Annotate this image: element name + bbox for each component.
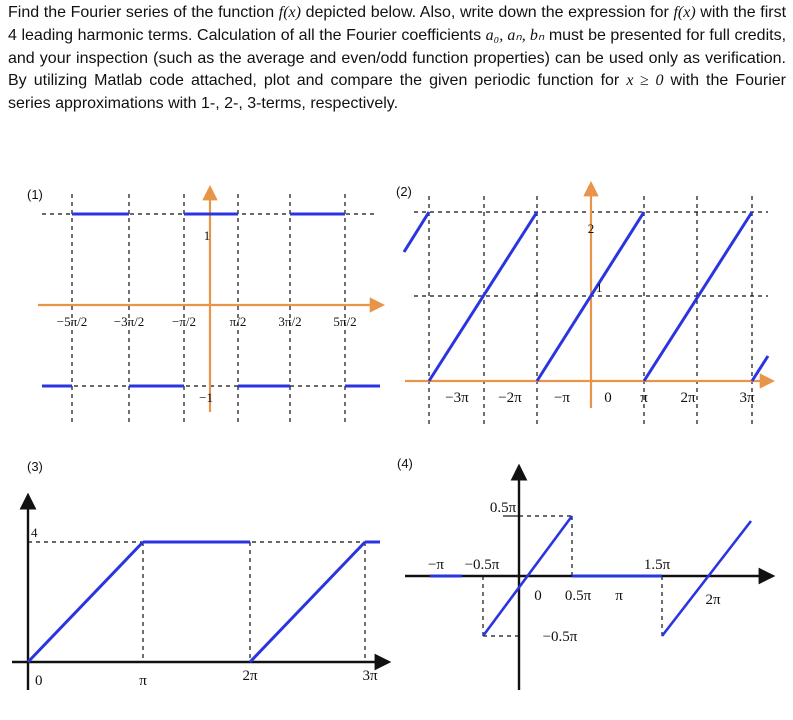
- x-tick: π/2: [229, 314, 247, 329]
- graph-4: [397, 456, 772, 690]
- x-tick: 3π: [739, 390, 755, 406]
- y-label-1: 1: [203, 228, 211, 243]
- curve-segment: [752, 356, 768, 381]
- x-tick: −2π: [498, 390, 522, 406]
- math-fx: f(x): [673, 4, 696, 21]
- graph-2-label: (2): [396, 184, 412, 199]
- problem-text: with the Fourier series approximations with 1-, 2-, 3-terms, respectively.: [8, 72, 787, 113]
- problem-text: depicted below. Also, write down the expression for: [300, 4, 674, 21]
- x-tick: π: [615, 588, 623, 604]
- x-tick: −3π/2: [113, 314, 145, 329]
- x-tick: 2π: [680, 390, 696, 406]
- x-tick: −π/2: [171, 314, 197, 329]
- math-condition: x ≥ 0: [626, 72, 664, 90]
- x-tick: π: [139, 673, 147, 689]
- graph-4-label: (4): [397, 456, 413, 471]
- x-tick: −0.5π: [464, 557, 500, 573]
- x-tick: 3π: [362, 668, 378, 684]
- curve-segment: [28, 542, 143, 662]
- x-tick: 0: [35, 673, 43, 689]
- y-label-2: 2: [587, 221, 595, 236]
- y-label-m1: −1: [199, 390, 213, 405]
- graph-1-label: (1): [27, 187, 43, 202]
- x-tick: −π: [553, 390, 571, 406]
- x-tick: 0.5π: [564, 588, 592, 604]
- graph-3-label: (3): [27, 459, 43, 474]
- x-tick: 0: [534, 588, 542, 604]
- curve-segment: [250, 542, 365, 662]
- y-label-4: 4: [31, 525, 38, 540]
- math-fx: f(x): [278, 4, 301, 21]
- graph-1: [27, 187, 382, 422]
- x-tick: π: [640, 390, 648, 406]
- x-tick: 5π/2: [333, 314, 357, 329]
- curve-segment: [404, 212, 429, 252]
- y-label-half-pi: 0.5π: [489, 500, 517, 516]
- x-tick: −3π: [445, 390, 469, 406]
- x-tick: 2π: [242, 668, 258, 684]
- graph-3: [12, 459, 388, 690]
- graph-2: [396, 184, 772, 425]
- problem-text: must be presented for full credits, and your inspection (such as the average and even/odd function properties) can be used only as verification. By utilizing Matlab code attached, plot and compare the given periodic function for: [8, 26, 787, 90]
- x-tick: −5π/2: [56, 314, 88, 329]
- x-tick: −π: [427, 557, 445, 573]
- math-coefficients: a₀, aₙ, bₙ: [485, 26, 545, 44]
- curve-segment: [662, 521, 751, 636]
- x-tick: 0: [604, 390, 612, 406]
- y-label-1: 1: [596, 280, 603, 295]
- y-label-neg-half-pi: −0.5π: [542, 629, 578, 645]
- x-tick: 1.5π: [643, 557, 671, 573]
- x-tick: 3π/2: [278, 314, 302, 329]
- problem-text: Find the Fourier series of the function: [8, 4, 279, 21]
- problem-text: with the first 4 leading harmonic terms. Calculation of all the Fourier coefficients: [8, 4, 787, 44]
- x-tick: 2π: [705, 592, 721, 608]
